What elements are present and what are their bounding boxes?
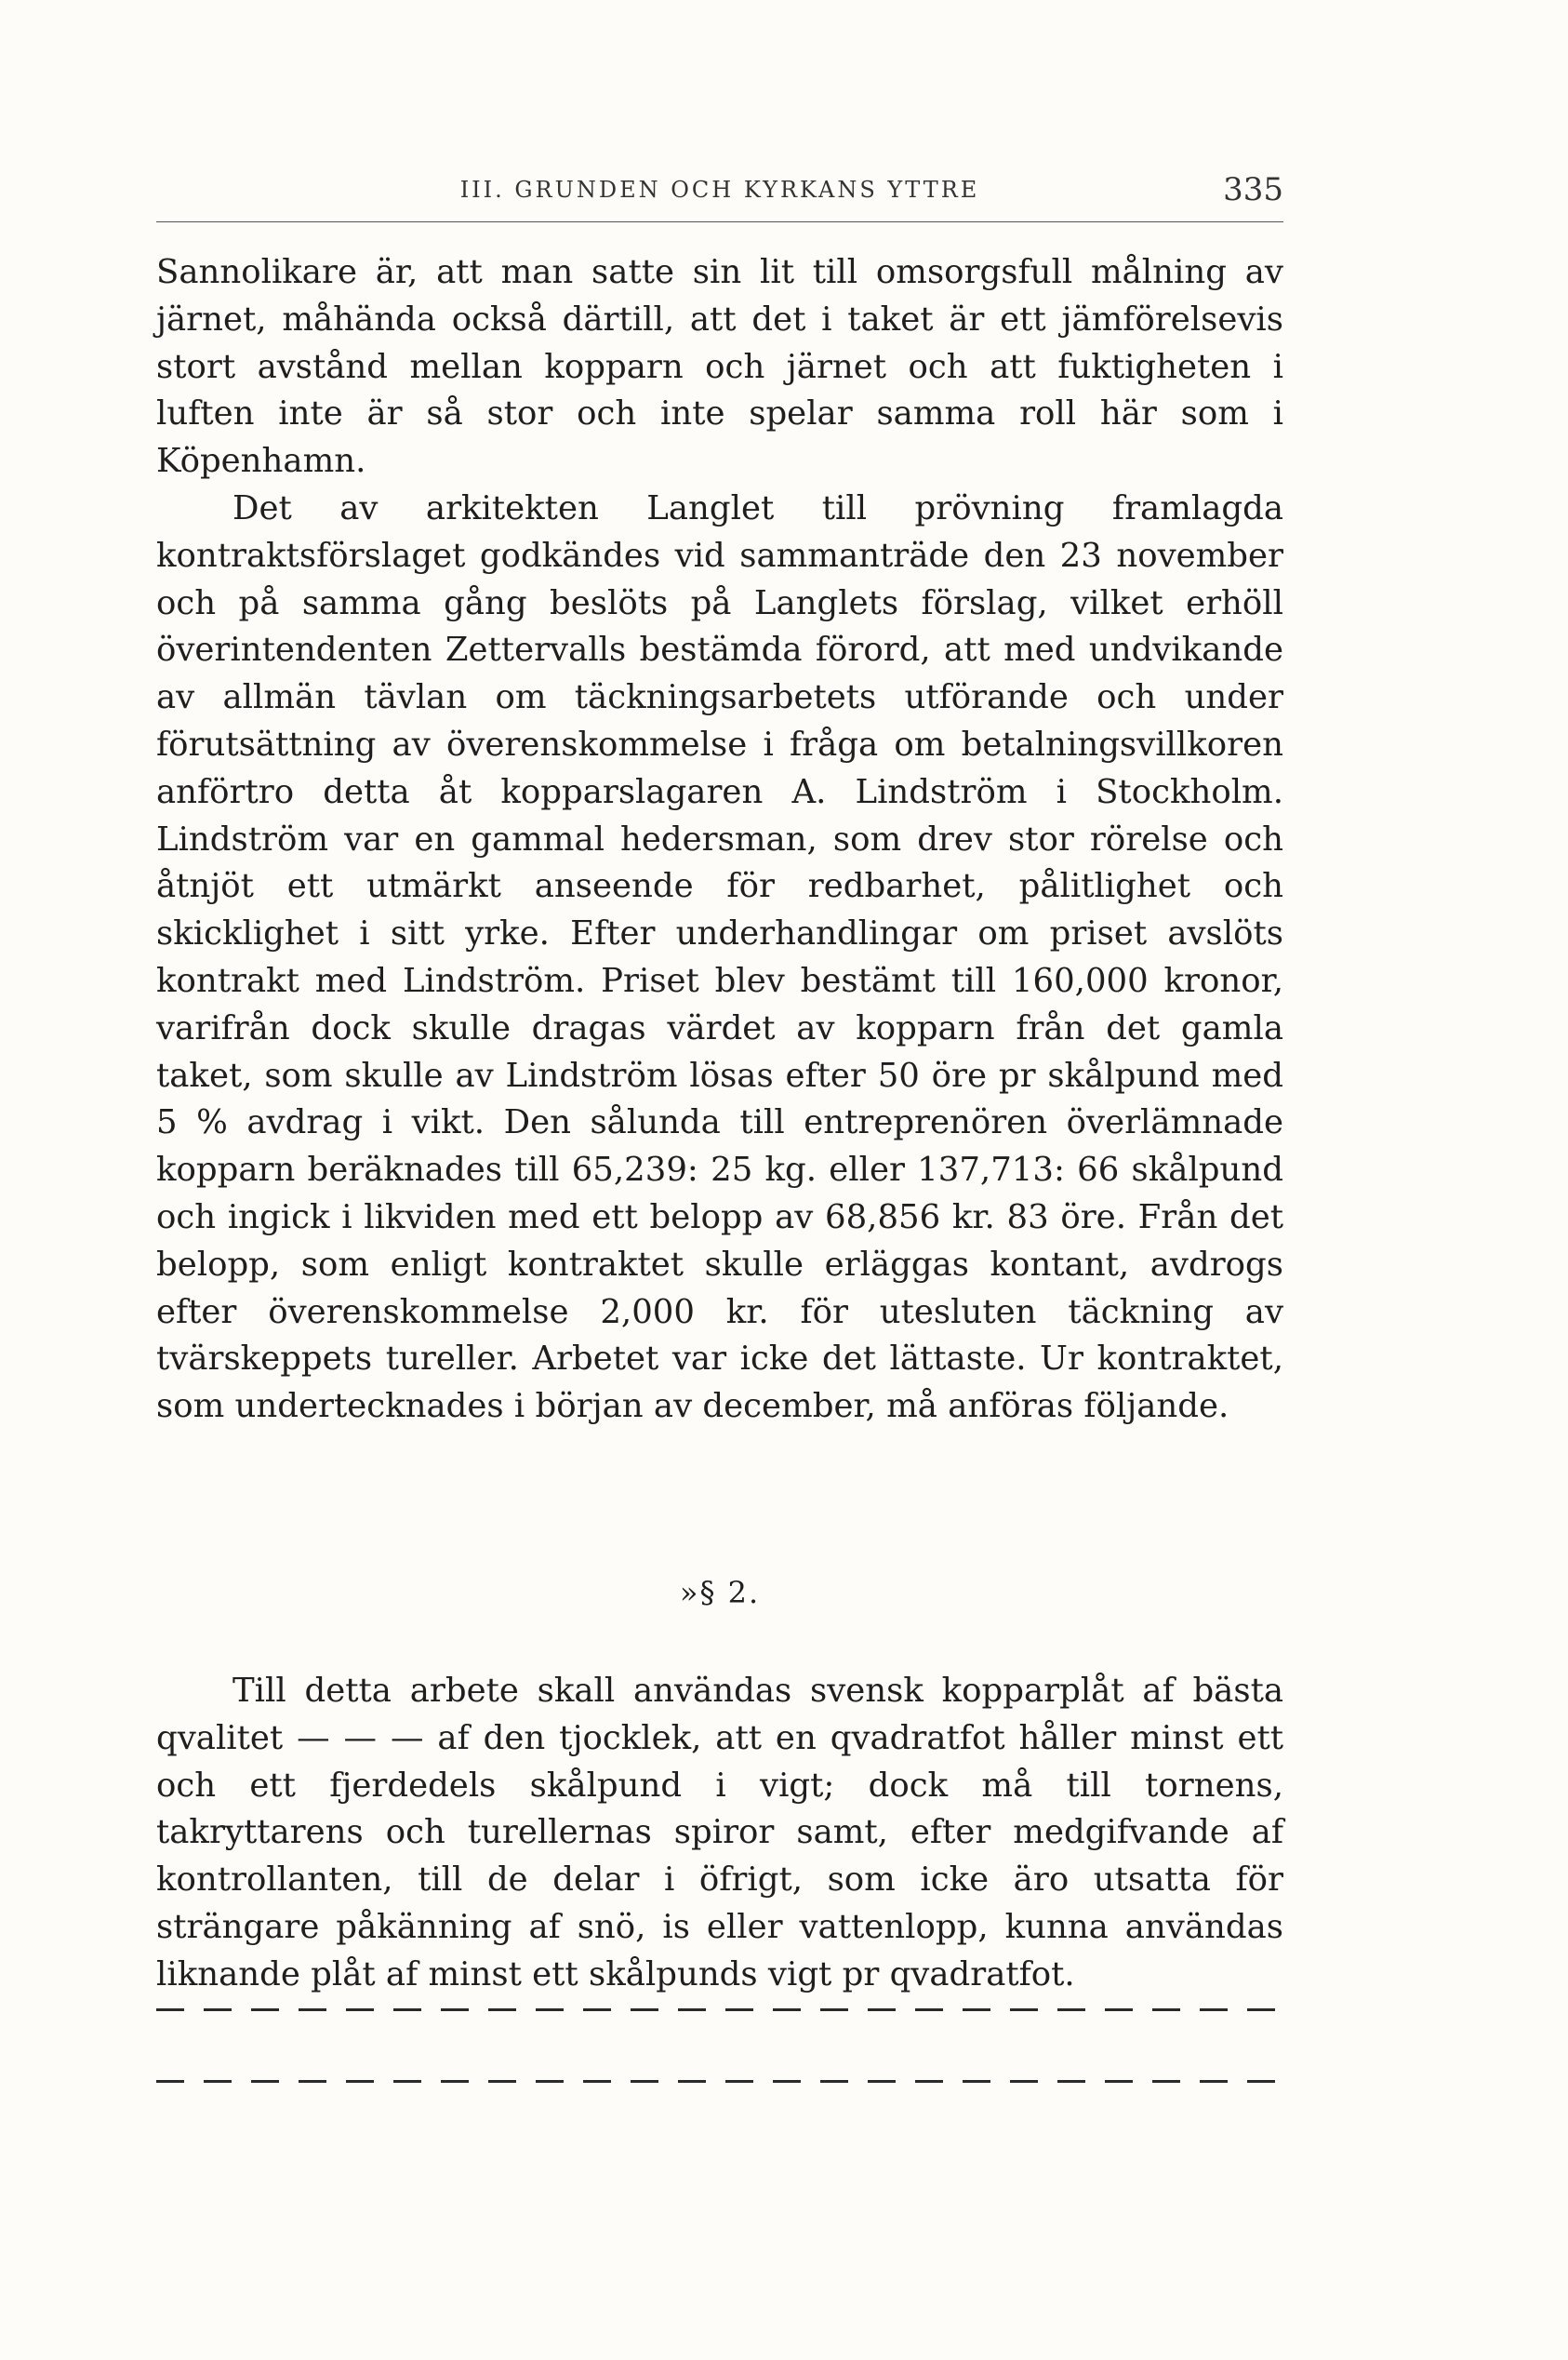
ellipsis-dash-line [156,2080,1283,2083]
paragraph-2: Det av arkitekten Langlet till prövning framlagda kontraktsförslaget godkändes vid sammanträde den 23 november och på samma gång beslöts på Langlets förslag, vilket erhöll överintendenten Zettervalls bestämda förord, att med undvikande av allmän tävlan om täckningsarbetets utförande och under förutsättning av överenskommelse i fråga om betalningsvillkoren anförtro detta åt kopparslagaren A. Lindström i Stockholm. Lindström var en gammal hedersman, som drev stor rörelse och åtnjöt ett utmärkt anseende för redbarhet, pålitlighet och skicklighet i sitt yrke. Efter underhandlingar om priset avslöts kontrakt med Lindström. Priset blev bestämt till 160,000 kronor, varifrån dock skulle dragas värdet av kopparn från det gamla taket, som skulle av Lindström lösas efter 50 öre pr skålpund med 5 % avdrag i vikt. Den sålunda till entreprenören överlämnade kopparn beräknades till 65,239: 25 kg. eller 137,713: 66 skålpund och ingick i likviden med ett belopp av 68,856 kr. 83 öre. Från det belopp, som enligt kontraktet skulle erläggas kontant, avdrogs efter överenskommelse 2,000 kr. för utesluten täckning av tvärskeppets tureller. Arbetet var icke det lättaste. Ur kontraktet, som undertecknades i början av december, må anföras följande. [156,488,1283,1426]
quote-paragraph: Till detta arbete skall användas svensk kopparplåt af bästa qvalitet — — — af den tjocklek, att en qvadratfot håller minst ett och ett fjerdedels skålpund i vigt; dock må till tornens, takryttarens och turellernas spiror samt, efter medgifvande af kontrollanten, till de delar i öfrigt, som icke äro utsatta för strängare påkänning af snö, is eller vattenlopp, kunna användas liknande plåt af minst ett skålpunds vigt pr qvadratfot. [156,1672,1283,1993]
section-heading: »§ 2. [679,1575,761,1610]
running-title: III. GRUNDEN OCH KYRKANS YTTRE [459,177,980,203]
body-text [156,249,1283,1431]
contract-quote [156,1668,1283,1999]
ellipsis-dash-line [156,2008,1283,2011]
page-number: 335 [1223,171,1283,208]
book-page [156,0,1283,2360]
running-header [156,171,1283,222]
paragraph-1: Sannolikare är, att man satte sin lit till omsorgsfull målning av järnet, måhända också därtill, att det i taket är ett jämförelsevis stort avstånd mellan kopparn och järnet och att fuktigheten i luften inte är så stor och inte spelar samma roll här som i Köpenhamn. [156,253,1283,481]
